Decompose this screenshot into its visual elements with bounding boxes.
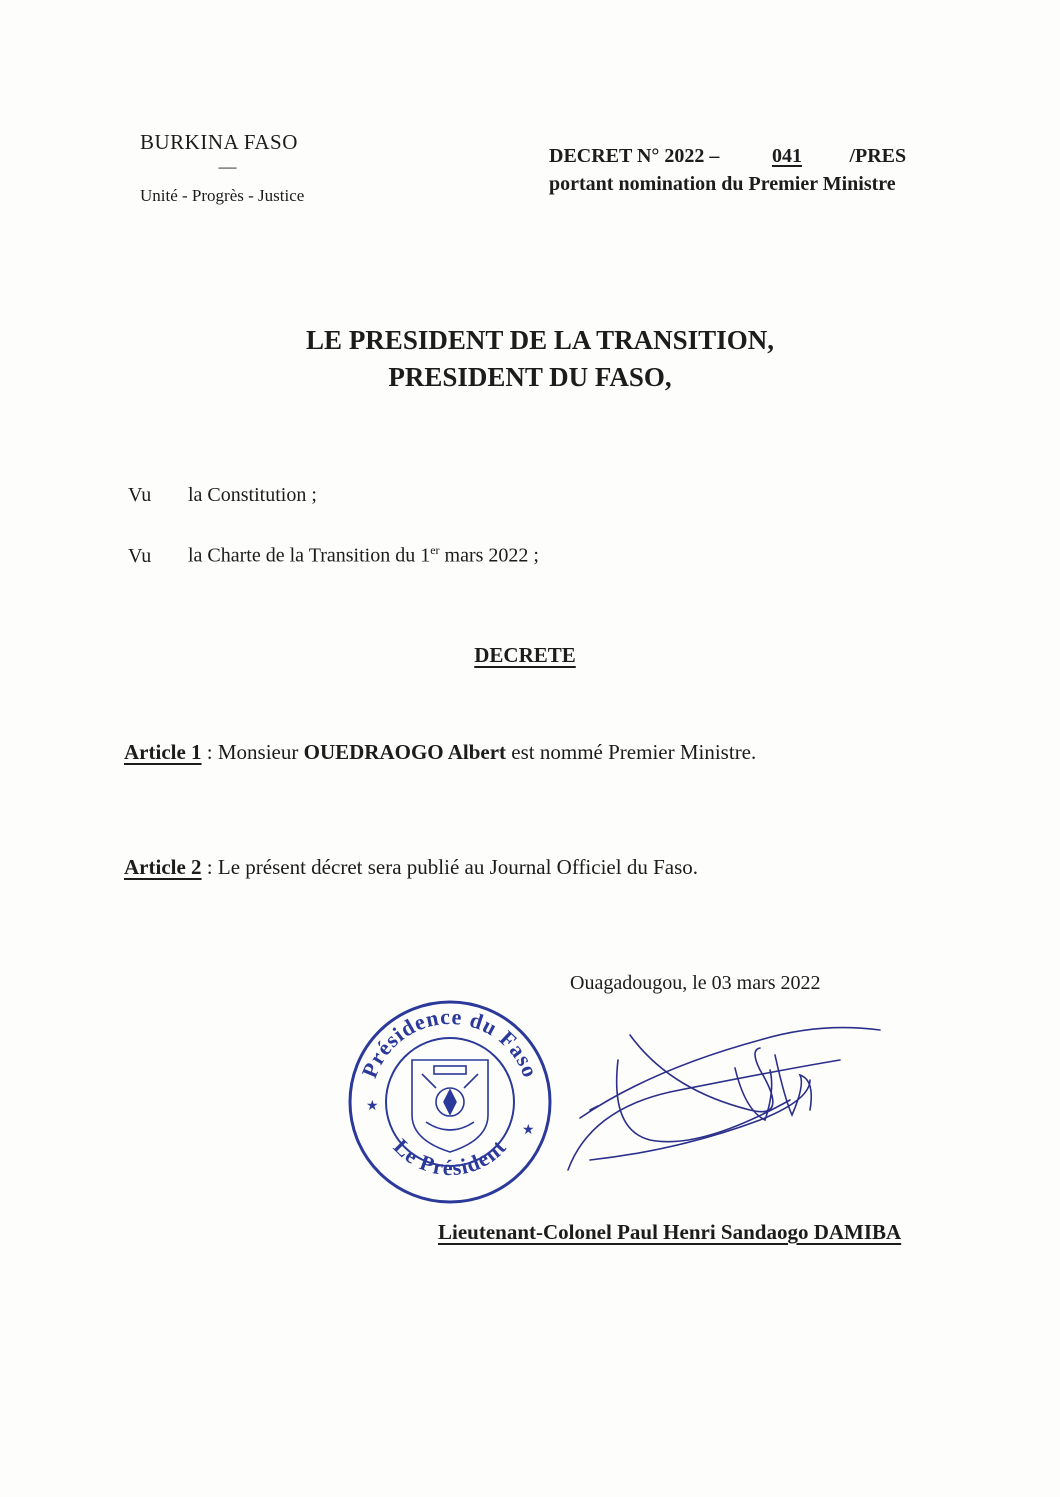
seal-star-right-icon: ★ <box>522 1123 535 1138</box>
coat-of-arms-icon <box>412 1060 488 1152</box>
decree-suffix: /PRES <box>849 145 907 167</box>
decree-subject: portant nomination du Premier Ministre <box>549 173 896 195</box>
visa-label: Vu <box>128 484 152 506</box>
article-bold-name: OUEDRAOGO Albert <box>303 740 507 764</box>
title-line-2: PRESIDENT DU FASO, <box>388 362 672 392</box>
seal-star-left-icon: ★ <box>366 1099 379 1114</box>
article-rest: Le présent décret sera publié au Journal Officiel du Faso. <box>217 855 698 879</box>
decree-prefix: DECRET N° 2022 – <box>549 145 720 167</box>
header-separator: ------ <box>218 160 236 174</box>
national-motto: Unité - Progrès - Justice <box>140 186 305 205</box>
article-sep: : Monsieur <box>201 740 304 764</box>
article-sep: : <box>201 855 218 879</box>
article-rest: est nommé Premier Ministre. <box>506 740 757 764</box>
svg-text:Présidence du Faso <box>356 1004 543 1081</box>
handwritten-signature <box>560 1000 900 1200</box>
visa-text: la Constitution ; <box>188 484 317 506</box>
seal-bottom-text: Le Président <box>388 1133 512 1181</box>
visa-charter <box>128 543 539 568</box>
article-label: Article 2 <box>124 855 202 879</box>
article-2 <box>124 855 698 880</box>
visa-sup: er <box>430 543 440 557</box>
decree-number: 041 <box>771 145 802 167</box>
decrete-heading: DECRETE <box>474 643 576 667</box>
country-name: BURKINA FASO <box>140 130 298 154</box>
signatory-name: Lieutenant-Colonel Paul Henri Sandaogo DAMIBA <box>438 1220 902 1244</box>
decree-number-line <box>549 145 906 168</box>
seal-top-text: Présidence du Faso <box>356 1003 544 1082</box>
article-1 <box>124 740 756 765</box>
article-label: Article 1 <box>124 740 202 764</box>
title-line-1: LE PRESIDENT DE LA TRANSITION, <box>306 325 774 355</box>
visa-label: Vu <box>128 544 152 567</box>
svg-text:Le Président <box>389 1134 511 1180</box>
visa-text-after: mars 2022 ; <box>439 544 539 567</box>
visa-constitution <box>128 484 317 507</box>
presidential-seal-stamp <box>340 990 560 1210</box>
visa-text-before: la Charte de la Transition du 1 <box>188 544 431 567</box>
place-date: Ouagadougou, le 03 mars 2022 <box>570 972 821 994</box>
